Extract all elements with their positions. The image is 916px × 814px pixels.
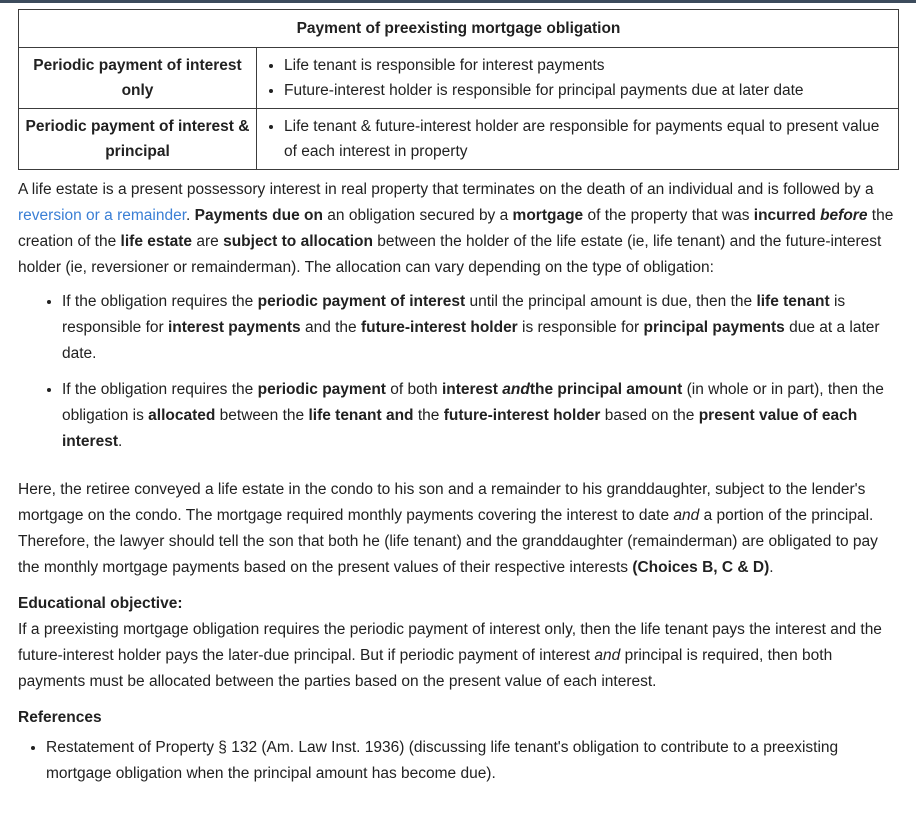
summary-table — [18, 9, 899, 170]
application-paragraph: Here, the retiree conveyed a life estate in the condo to his son and a remainder to his granddaughter, subject to the lender's mortgage on the condo. The mortgage required monthly payments covering the interest to date and a portion of the principal. Therefore, the lawyer should tell the son that both he (life tenant) and the granddaughter (remainderman) are obligated to pay the monthly mortgage payments based on the present values of their respective interests (Choices B, C & D). — [18, 481, 878, 576]
top-border — [0, 0, 916, 3]
row-content — [257, 48, 899, 109]
reversion-remainder-link[interactable]: reversion or a remainder — [18, 207, 186, 224]
explanation-content — [18, 9, 900, 787]
row-label: Periodic payment of interest only — [19, 48, 257, 109]
references-heading: References — [18, 709, 102, 726]
list-item: • If the obligation requires the periodic payment of both interest andthe principal amount (in whole or in part), then the obligation is allocated between the life tenant and the future-interest holder based on the present value of each interest. — [62, 377, 900, 455]
references-list — [18, 735, 900, 787]
educational-objective-text: If a preexisting mortgage obligation requires the periodic payment of interest only, then the life tenant pays the interest and the future-interest holder pays the later-due principal. But if periodic payment of interest and principal is required, then both payments must be allocated between the parties based on the present value of each interest. — [18, 621, 882, 690]
row-label: Periodic payment of interest & principal — [19, 109, 257, 170]
list-item: • Restatement of Property § 132 (Am. Law Inst. 1936) (discussing life tenant's obligation to contribute to a preexisting mortgage obligation when the principal amount has become due). — [46, 735, 900, 787]
table-row — [19, 109, 899, 170]
educational-objective-heading: Educational objective: — [18, 595, 183, 612]
table-row — [19, 48, 899, 109]
list-item: • Life tenant is responsible for interest payments — [284, 53, 888, 78]
intro-paragraph: A life estate is a present possessory interest in real property that terminates on the death of an individual and is followed by a reversion or a remainder. Payments due on an obligation secured by a mortgage of the property that was incurred before the creation of the life estate are subject to allocation between the holder of the life estate (ie, life tenant) and the future-interest holder (ie, reversioner or remainderman). The allocation can vary depending on the type of obligation: — [18, 181, 894, 276]
list-item: • Future-interest holder is responsible for principal payments due at later date — [284, 78, 888, 103]
allocation-list — [18, 289, 900, 455]
table-header: Payment of preexisting mortgage obligation — [19, 10, 899, 48]
list-item: • If the obligation requires the periodic payment of interest until the principal amount is due, then the life tenant is responsible for interest payments and the future-interest holder is responsible for principal payments due at a later date. — [62, 289, 900, 367]
list-item: • Life tenant & future-interest holder are responsible for payments equal to present value of each interest in property — [284, 114, 888, 164]
row-content — [257, 109, 899, 170]
